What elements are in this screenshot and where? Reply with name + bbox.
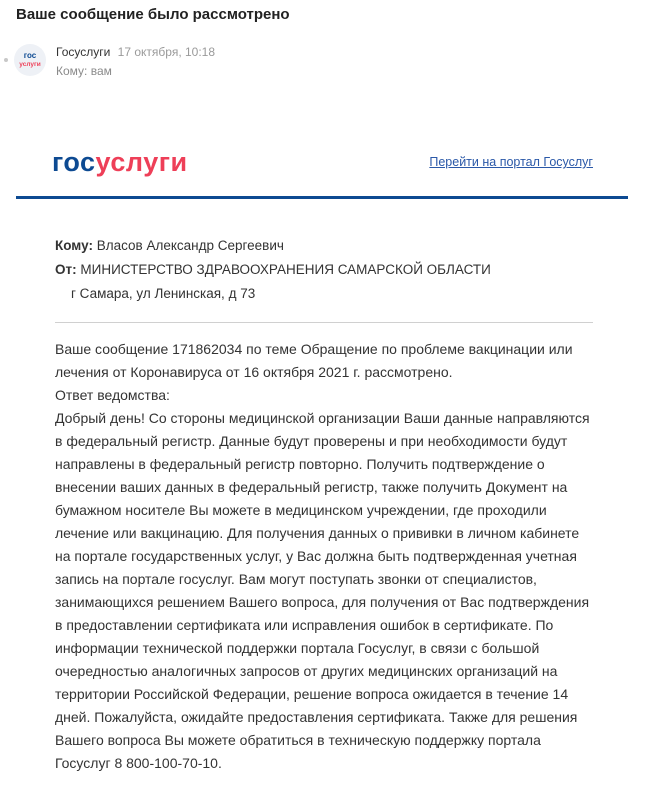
gosuslugi-avatar-logo	[14, 44, 46, 76]
sender-address: г Самара, ул Ленинская, д 73	[71, 286, 256, 301]
logo-part-uslugi: услуги	[95, 147, 188, 177]
gosuslugi-logo[interactable]	[52, 146, 202, 185]
from-value: МИНИСТЕРСТВО ЗДРАВООХРАНЕНИЯ САМАРСКОЙ ОБЛАСТИ	[80, 262, 491, 277]
sender-name[interactable]: Госуслуги	[56, 45, 111, 59]
unread-dot	[4, 58, 8, 62]
header-divider	[16, 196, 628, 199]
logo-part-gos: гос	[52, 147, 96, 177]
portal-link[interactable]: Перейти на портал Госуслуг	[429, 155, 593, 169]
from-row	[55, 262, 491, 277]
svg-text:госуслуги	[52, 147, 188, 177]
response-heading: Ответ ведомства:	[55, 387, 170, 403]
sender-line	[56, 45, 215, 59]
gosuslugi-wordmark	[52, 146, 202, 180]
sender-avatar[interactable]	[14, 44, 46, 76]
avatar-logo-bottom: услуги	[19, 61, 41, 68]
from-label: От:	[55, 262, 77, 277]
response-text: Добрый день! Со стороны медицинской организации Ваши данные направляются в федеральный регистр. Данные будут проверены и при необходимости будут направлены в федеральный регистр повторно. Получить подтверждение о внесении ваших данных в федеральный регистр, также получить Документ на бумажном носителе Вы можете в медицинском учреждении, где проходили лечение или вакцинацию. Для получения данных о прививки в личном кабинете на портале государственных услуг, у Вас должна быть подтвержденная учетная запись на портале госуслуг. Вам могут поступать звонки от специалистов, занимающихся решением Вашего вопроса, для получения от Вас подтверждения в предоставлении сертификата или исправления ошибок в сертификате. По информации технической поддержки портала Госуслуг, в связи с большой очередностью аналогичных запросов от других медицинских организаций на территории Российской Федерации, решение вопроса ожидается в течение 14 дней. Пожалуйста, ожидайте предоставления сертификата. Также для решения Вашего вопроса Вы можете обратиться в техническую поддержку портала Госуслуг 8 800-100-70-10.	[55, 410, 590, 771]
message-body	[55, 338, 595, 775]
message-intro: Ваше сообщение 171862034 по теме Обращение по проблеме вакцинации или лечения от Коронавируса от 16 октября 2021 г. рассмотрено.	[55, 341, 573, 380]
to-value: Власов Александр Сергеевич	[96, 238, 284, 253]
avatar-logo-top: гос	[23, 51, 37, 60]
recipient-line: Кому: вам	[56, 64, 112, 78]
to-row	[55, 238, 284, 253]
email-subject: Ваше сообщение было рассмотрено	[16, 6, 290, 23]
content-divider	[55, 322, 593, 323]
email-date: 17 октября, 10:18	[117, 45, 216, 59]
to-label: Кому:	[55, 238, 93, 253]
